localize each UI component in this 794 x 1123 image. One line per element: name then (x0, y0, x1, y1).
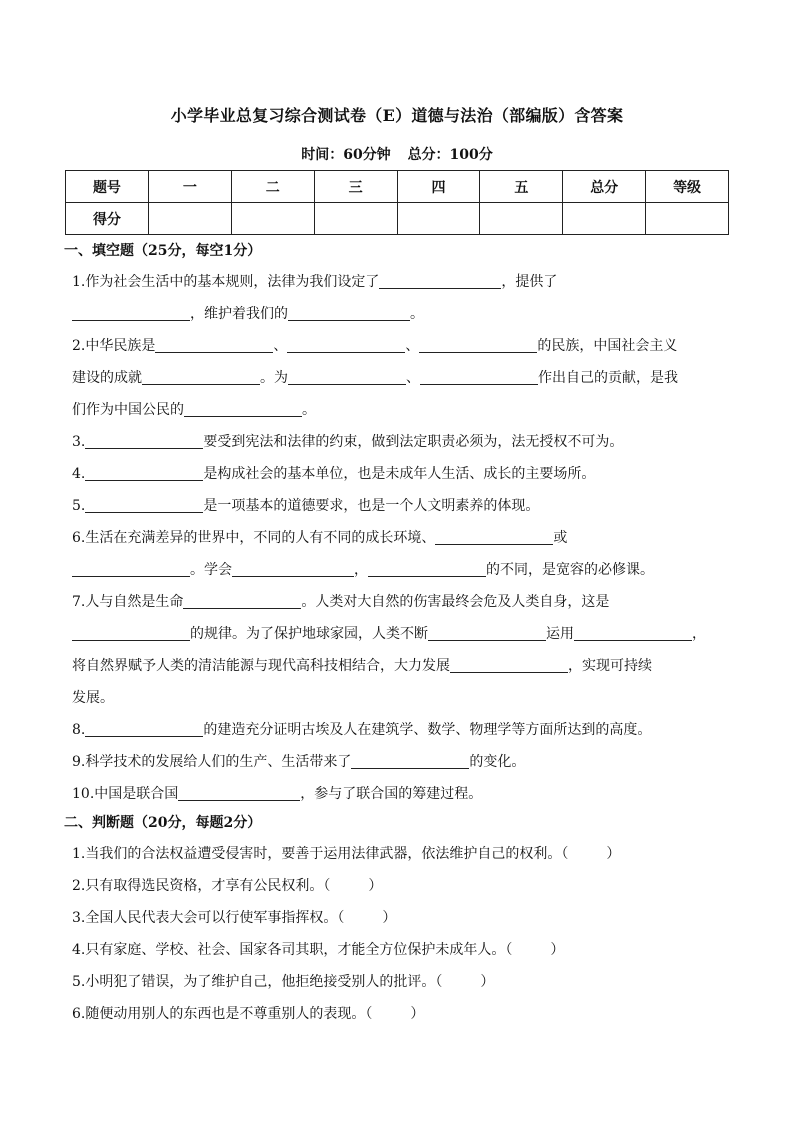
answer-blank[interactable] (288, 304, 410, 321)
answer-blank[interactable] (288, 368, 406, 385)
table-cell: 总分 (563, 171, 646, 203)
question: 10.中国是联合国 ，参与了联合国的筹建过程。 (72, 786, 483, 802)
section-heading: 一、填空题（25分，每空1分） (64, 243, 262, 259)
exam-content (64, 238, 732, 1030)
exam-total-score: 总分：100分 (407, 147, 493, 163)
answer-blank[interactable] (155, 336, 273, 353)
question: 3.全国人民代表大会可以行使军事指挥权。（ ） (72, 910, 397, 926)
answer-blank[interactable] (428, 624, 546, 641)
question: 6.随便动用别人的东西也是不尊重别人的表现。（ ） (72, 1006, 425, 1022)
question: 3. 要受到宪法和法律的约束，做到法定职责必须为，法无授权不可为。 (72, 434, 624, 450)
score-cell[interactable] (231, 203, 314, 235)
answer-blank[interactable] (72, 624, 190, 641)
answer-blank[interactable] (574, 624, 692, 641)
exam-time: 时间：60分钟 (301, 147, 391, 163)
score-cell[interactable] (563, 203, 646, 235)
answer-blank[interactable] (435, 528, 553, 545)
answer-blank[interactable] (85, 720, 203, 737)
question: 4. 是构成社会的基本单位，也是未成年人生活、成长的主要场所。 (72, 466, 596, 482)
table-cell: 等级 (646, 171, 729, 203)
score-cell[interactable] (480, 203, 563, 235)
table-cell: 二 (231, 171, 314, 203)
table-cell: 得分 (66, 203, 149, 235)
table-cell: 五 (480, 171, 563, 203)
score-table-header-row (66, 171, 729, 203)
score-table (65, 170, 729, 235)
answer-blank[interactable] (183, 592, 301, 609)
answer-blank[interactable] (85, 432, 203, 449)
question: 2.只有取得选民资格，才享有公民权利。（ ） (72, 878, 383, 894)
section-heading: 二、判断题（20分，每题2分） (64, 815, 262, 831)
score-cell[interactable] (314, 203, 397, 235)
score-table-score-row (66, 203, 729, 235)
answer-blank[interactable] (85, 464, 203, 481)
answer-blank[interactable] (184, 400, 302, 417)
answer-blank[interactable] (379, 272, 501, 289)
question: 5.小明犯了错误，为了维护自己，他拒绝接受别人的批评。（ ） (72, 974, 495, 990)
score-cell[interactable] (646, 203, 729, 235)
table-cell: 一 (148, 171, 231, 203)
answer-blank[interactable] (368, 560, 486, 577)
table-cell: 四 (397, 171, 480, 203)
answer-blank[interactable] (85, 496, 203, 513)
answer-blank[interactable] (72, 560, 190, 577)
question: 7.人与自然是生命 。人类对大自然的伤害最终会危及人类自身，这是 的规律。为了保护地球家园，人类不断 运用 ， 将自然界赋予人类的清洁能源与现代高科技相结合，大力发展 ，实现可持续 发展。 (72, 594, 706, 706)
question: 6.生活在充满差异的世界中，不同的人有不同的成长环境、 或 。学会 ， 的不同，是宽容的必修课。 (72, 530, 654, 578)
question: 2.中华民族是 、 、 的民族，中国社会主义 建设的成就 。为 、 作出自己的贡献，是我 们作为中国公民的 。 (72, 338, 678, 418)
answer-blank[interactable] (142, 368, 260, 385)
answer-blank[interactable] (232, 560, 354, 577)
answer-blank[interactable] (287, 336, 405, 353)
answer-blank[interactable] (351, 752, 469, 769)
table-cell: 题号 (66, 171, 149, 203)
score-cell[interactable] (148, 203, 231, 235)
answer-blank[interactable] (72, 304, 190, 321)
page-title: 小学毕业总复习综合测试卷（E）道德与法治（部编版）含答案 (170, 106, 624, 125)
answer-blank[interactable] (450, 656, 568, 673)
answer-blank[interactable] (420, 368, 538, 385)
score-cell[interactable] (397, 203, 480, 235)
answer-blank[interactable] (419, 336, 537, 353)
question: 4.只有家庭、学校、社会、国家各司其职，才能全方位保护未成年人。（ ） (72, 942, 565, 958)
question: 1.当我们的合法权益遭受侵害时，要善于运用法律武器，依法维护自己的权利。（ ） (72, 846, 621, 862)
question: 9.科学技术的发展给人们的生产、生活带来了 的变化。 (72, 754, 526, 770)
question: 5. 是一项基本的道德要求，也是一个人文明素养的体现。 (72, 498, 540, 514)
exam-info (0, 144, 794, 164)
question: 1.作为社会生活中的基本规则，法律为我们设定了 ，提供了 ，维护着我们的 。 (72, 274, 558, 322)
question: 8. 的建造充分证明古埃及人在建筑学、数学、物理学等方面所达到的高度。 (72, 722, 652, 738)
answer-blank[interactable] (178, 784, 300, 801)
table-cell: 三 (314, 171, 397, 203)
